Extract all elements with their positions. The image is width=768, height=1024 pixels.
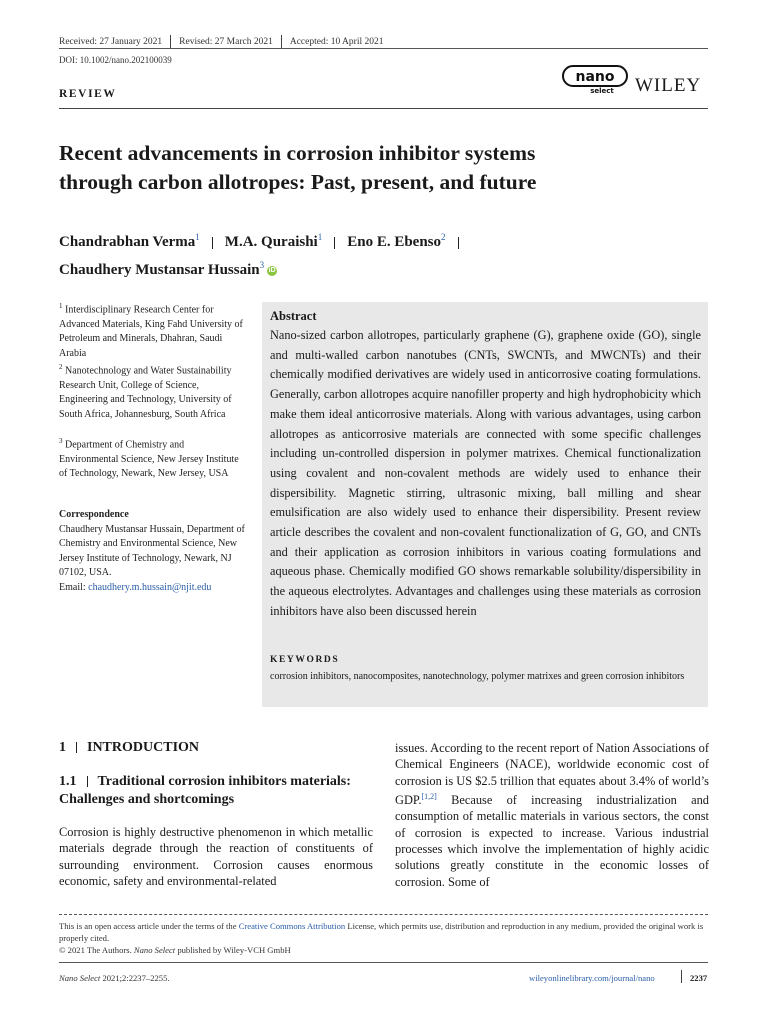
section-title: INTRODUCTION	[87, 740, 200, 755]
license-note	[59, 920, 709, 956]
license-text-b: License, which permits use, distribution and reproduction in any medium, provided the original work is properly cited.	[59, 921, 704, 943]
author-divider	[212, 237, 213, 249]
email-link[interactable]: chaudhery.m.hussain@njit.edu	[88, 581, 212, 593]
subsection-number: 1.1	[59, 774, 77, 789]
author-affil-ref[interactable]: 1	[317, 232, 323, 242]
author-divider	[334, 237, 335, 249]
section-divider	[76, 742, 77, 753]
body-text-segment: issues. According to the recent report of Nation Associations of Chemical Engineers (NACE), worldwide economic cost of corrosion is US $2.5 trillion that equates about 3.4% of world’s GDP.	[395, 741, 709, 808]
author-line-2	[59, 254, 709, 282]
abstract-heading: Abstract	[270, 309, 317, 323]
author-affil-ref[interactable]: 2	[441, 232, 446, 242]
author-name[interactable]: Chandrabhan Verma	[59, 234, 196, 250]
journal-citation	[59, 973, 170, 983]
section-number: 1	[59, 740, 66, 755]
author-name[interactable]: M.A. Quraishi	[224, 234, 318, 250]
license-text-a: This is an open access article under the terms of the	[59, 921, 239, 931]
title-line-1: Recent advancements in corrosion inhibitor systems	[59, 141, 536, 165]
accepted-date: Accepted: 10 April 2021	[289, 37, 384, 48]
correspondence-email-line	[59, 581, 245, 596]
abstract-text: Nano-sized carbon allotropes, particularly graphene (G), graphene oxide (GO), single and multi-walled carbon nanotubes (CNTs, SWCNTs, and MWCNTs) and their chemically modified derivatives are widely used in anticorrosive coating formulations. Generally, carbon allotropes acquire nanofiller property and high hydrophobicity which make them ideal anticorrosive materials. Along with various advantages, using carbon allotropes as anticorrosive materials are connected with some specific challenges including un-controlled dispersion in polymer matrixes. Chemical functionalization using covalent and non-covalent methods are widely used to enhance their dispersibility. Magnetic stirring, ultrasonic mixing, ball milling and shear emulsification are also widely used to enhance their dispersibility. Present review article describes the covalent and non-covalent functionalization of G, GO, and CNTs and their application as corrosion inhibitors in various coating formulations and aqueous phase. Chemically modified GO shows remarkable solubility/dispersibility in the aqueous electrolytes. Advantages and challenges using these materials as corrosion inhibitors have also been discussed herein	[270, 328, 701, 618]
title-line-2: through carbon allotropes: Past, present, and future	[59, 170, 537, 194]
correspondence-text: Chaudhery Mustansar Hussain, Department of Chemistry and Environmental Science, New Jersey Institute of Technology, Newark, NJ 07102, USA.	[59, 523, 245, 578]
journal-name: Nano Select	[59, 973, 101, 983]
header-rule	[59, 48, 708, 49]
wiley-logo[interactable]: WILEY	[635, 75, 702, 96]
footer-divider	[681, 970, 682, 983]
section-heading	[59, 740, 199, 756]
cc-license-link[interactable]: Creative Commons Attribution	[238, 921, 346, 931]
doi[interactable]: DOI: 10.1002/nano.202100039	[59, 55, 172, 65]
affiliation-1	[59, 299, 245, 361]
correspondence	[59, 508, 245, 595]
subsection-title: Traditional corrosion inhibitors materials: Challenges and shortcomings	[59, 774, 351, 807]
author-affil-ref[interactable]: 1	[195, 232, 200, 242]
license-text	[59, 920, 709, 944]
affiliation-text: Interdisciplinary Research Center for Advanced Materials, King Fahd University of Petroleum and Minerals, Dhahran, Saudi Arabia	[59, 304, 243, 359]
affiliation-3	[59, 434, 245, 482]
nano-logo-text: nano	[575, 69, 615, 85]
affiliation-text: Nanotechnology and Water Sustainability Research Unit, College of Science, Engineering and Technology, University of South Africa, Johannesburg, South Africa	[59, 365, 232, 420]
page-number: 2237	[690, 973, 708, 983]
journal-volume: 2021;2:2237–2255.	[100, 973, 170, 983]
body-text-right	[395, 740, 709, 890]
author-affil-ref[interactable]: 3	[259, 260, 265, 270]
email-label: Email:	[59, 581, 89, 593]
received-date: Received: 27 January 2021	[59, 37, 163, 48]
affiliation-number: 3	[59, 437, 63, 445]
revised-date: Revised: 27 March 2021	[179, 37, 273, 48]
author-name[interactable]: Chaudhery Mustansar Hussain	[59, 262, 260, 278]
subsection-heading	[59, 773, 379, 809]
author-name[interactable]: Eno E. Ebenso	[347, 234, 442, 250]
affiliation-text: Department of Chemistry and Environmental Science, New Jersey Institute of Technology, Newark, New Jersey, USA	[59, 439, 239, 480]
affiliation-number: 2	[59, 363, 63, 371]
subsection-divider	[87, 776, 88, 787]
copyright-b: published by Wiley-VCH GmbH	[175, 945, 291, 955]
article-history	[59, 35, 384, 49]
copyright-journal: Nano Select	[133, 945, 176, 955]
body-text-left: Corrosion is highly destructive phenomenon in which metallic materials degrade through the reaction of constituents of surrounding environment. Corrosion causes enormous economic, safety and environmental-related	[59, 825, 373, 888]
nano-select-logo	[562, 64, 628, 96]
article-title	[59, 139, 699, 197]
correspondence-heading: Correspondence	[59, 509, 129, 520]
nano-logo-subtext: select	[590, 87, 614, 95]
body-text-segment: Because of increasing industrialization and consumption of metallic materials in various sectors, the const of corrosion is expected to increase. Various industrial processes which involve the implementation of highly acidic solutions greatly constitute in the economic losses of corrosion. Some of	[395, 793, 709, 889]
orcid-icon[interactable]: iD	[268, 266, 276, 274]
copyright-text	[59, 944, 709, 956]
article-type: REVIEW	[59, 88, 117, 100]
footnote-rule	[59, 914, 708, 915]
copyright-a: © 2021 The Authors.	[59, 945, 134, 955]
author-line-1	[59, 226, 709, 254]
keywords-heading: KEYWORDS	[270, 655, 340, 665]
footer-rule	[59, 962, 708, 963]
divider	[281, 35, 282, 49]
citation-ref[interactable]: [1,2]	[421, 791, 437, 801]
author-divider	[458, 237, 459, 249]
journal-url-link[interactable]: wileyonlinelibrary.com/journal/nano	[529, 973, 655, 983]
affiliation-number: 1	[59, 302, 63, 310]
affiliation-2	[59, 360, 245, 422]
title-rule	[59, 108, 708, 109]
author-list	[59, 226, 709, 282]
divider	[170, 35, 171, 49]
keywords-text: corrosion inhibitors, nanocomposites, nanotechnology, polymer matrixes and green corrosion inhibitors	[270, 671, 685, 682]
